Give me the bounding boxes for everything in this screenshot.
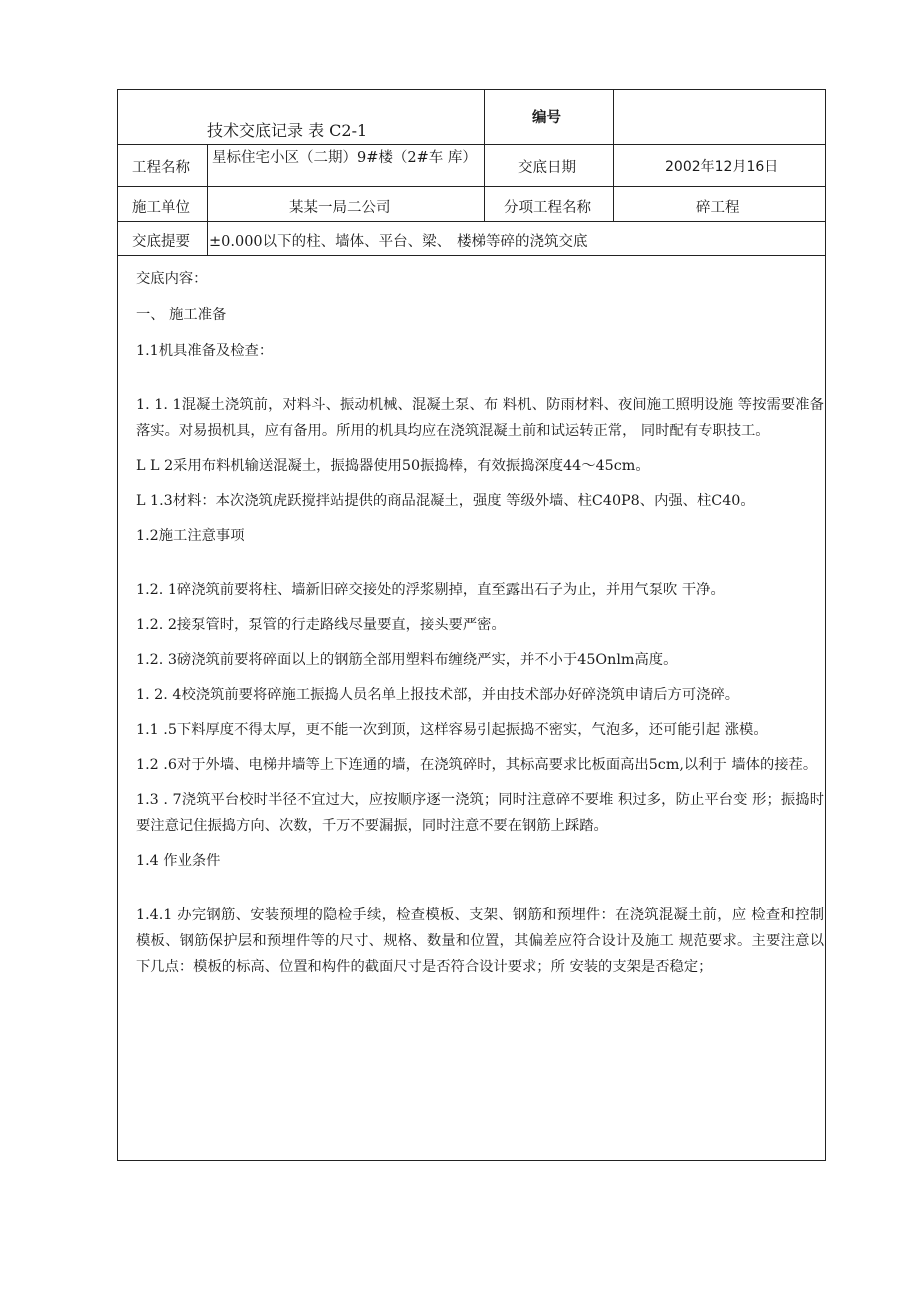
form-title: 技术交底记录 表 C2-1: [207, 121, 368, 140]
row-divider: [118, 255, 825, 256]
paragraph-1-3-7: 1.3 . 7浇筑平台校时半径不宜过大，应按顺序逐一浇筑；同时注意碎不要堆 积过多，防止平台变 形；振捣时要注意记住振捣方向、次数，千万不要漏振，同时注意不要在钢筋上踩踏。: [136, 792, 824, 834]
paragraph-1-2-1: 1.2. 1碎浇筑前要将柱、墙新旧碎交接处的浮浆剔掉，直至露出石子为止，并用气泵吹 干净。: [136, 582, 725, 598]
project-name-value: 星标住宅小区（二期）9#楼（2#车 库）: [212, 150, 477, 166]
column-divider: [207, 144, 208, 255]
row-divider: [118, 186, 825, 187]
disclosure-record-table: [117, 89, 826, 1161]
row-divider: [118, 221, 825, 222]
paragraph-1-1-2: L L 2采用布料机输送混凝土，振捣器使用50振捣棒，有效振捣深度44～45cm。: [136, 458, 650, 474]
unit-label: 施工单位: [132, 200, 190, 216]
paragraph-1-2-6: 1.2 .6对于外墙、电梯井墙等上下连通的墙，在浇筑碎时，其标高要求比板面高出5cm,以利于 墙体的接茬。: [136, 757, 818, 773]
date-value: 2002年12月16日: [665, 159, 779, 175]
summary-value-part-b: 楼梯等碎的浇筑交底: [457, 234, 588, 250]
paragraph-1-1-3: L 1.3材料：本次浇筑虎跃搅拌站提供的商品混凝土，强度 等级外墙、柱C40P8、内强、柱C40。: [136, 493, 755, 509]
summary-value-part-a: ±0.000以下的柱、墙体、平台、梁、: [209, 234, 452, 250]
column-divider: [613, 90, 614, 221]
summary-label: 交底提要: [132, 234, 190, 250]
subproject-label: 分项工程名称: [504, 200, 591, 216]
date-label: 交底日期: [518, 160, 576, 176]
content-intro: 交底内容：: [136, 271, 208, 287]
number-label: 编号: [532, 110, 561, 126]
paragraph-1-2-3: 1.2. 3磅浇筑前要将碎面以上的钢筋全部用塑料布缠绕严实，并不小于45Onlm高度。: [136, 652, 678, 668]
subsection-heading-precautions: 1.2施工注意事项: [136, 528, 245, 544]
unit-value: 某某一局二公司: [289, 200, 391, 216]
subproject-value: 碎工程: [696, 200, 740, 216]
paragraph-1-2-2: 1.2. 2接泵管时，泵管的行走路线尽量要直，接头要严密。: [136, 617, 506, 633]
section-heading-preparation: 一、 施工准备: [136, 307, 227, 323]
paragraph-1-1-1: 1. 1. 1混凝土浇筑前，对料斗、振动机械、混凝土泵、布 料机、防雨材料、夜间施工照明设施 等按需要准备落实。对易损机具，应有备用。所用的机具均应在浇筑混凝土前和试运转正常， 同时配有专职技工。: [136, 397, 824, 439]
subsection-heading-equipment: 1.1机具准备及检查：: [136, 343, 274, 359]
subsection-heading-conditions: 1.4 作业条件: [136, 853, 221, 869]
paragraph-1-4-1: 1.4.1 办完钢筋、安装预埋的隐检手续，检查模板、支架、钢筋和预埋件：在浇筑混凝土前，应 检查和控制模板、钢筋保护层和预埋件等的尺寸、规格、数量和位置，其偏差应符合设计及施工 规范要求。主要注意以下几点：模板的标高、位置和构件的截面尺寸是否符合设计要求；所 安装的支架是否稳定；: [136, 907, 824, 975]
paragraph-1-2-5: 1.1 .5下料厚度不得太厚，更不能一次到顶，这样容易引起振捣不密实，气泡多，还可能引起 涨模。: [136, 722, 768, 738]
paragraph-1-2-4: 1. 2. 4校浇筑前要将碎施工振捣人员名单上报技术部，并由技术部办好碎浇筑申请后方可浇碎。: [136, 687, 740, 703]
column-divider: [484, 90, 485, 221]
project-name-label: 工程名称: [132, 160, 190, 176]
row-divider: [118, 144, 825, 145]
disclosure-content: [136, 258, 824, 980]
